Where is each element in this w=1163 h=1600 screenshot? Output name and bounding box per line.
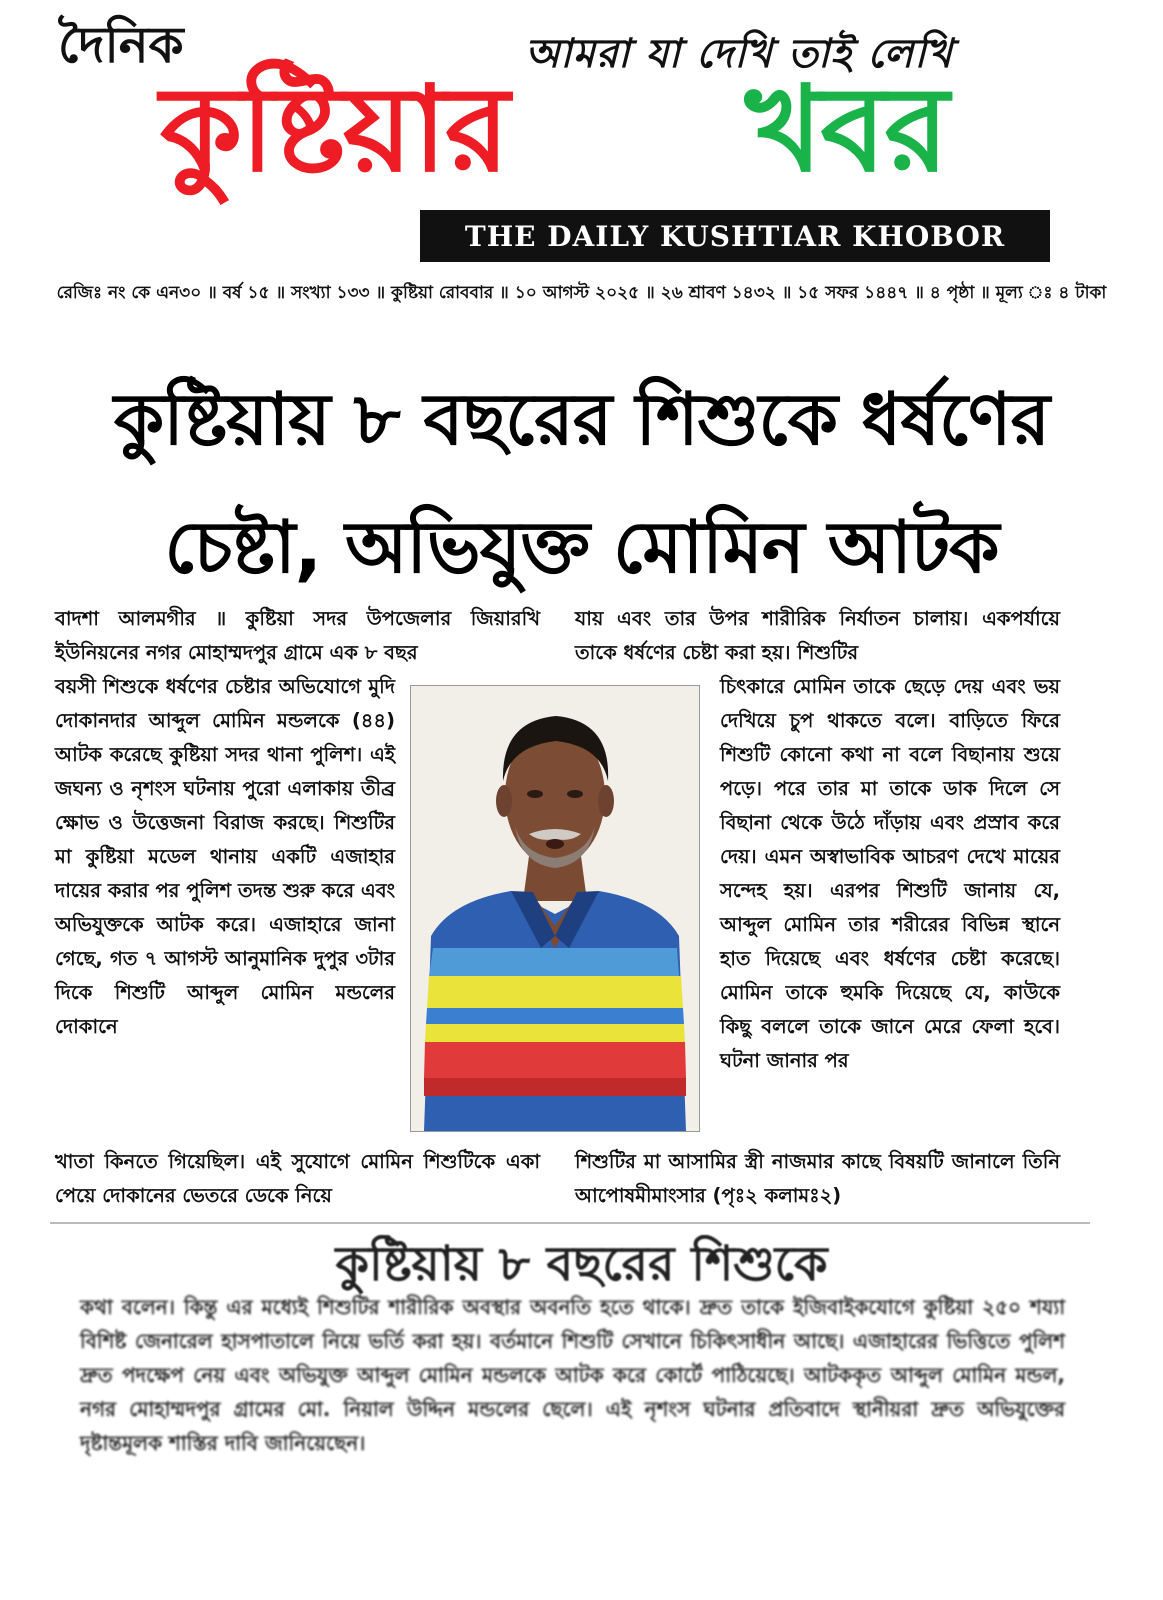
masthead-name-red: কুষ্টিয়ার: [160, 60, 508, 198]
article-text-left-bot: খাতা কিনতে গিয়েছিল। এই সুযোগে মোমিন শিশুটিকে একা পেয়ে দোকানের ভেতরে ডেকে নিয়ে: [55, 1150, 540, 1207]
person-portrait-illustration: [411, 686, 699, 1131]
continuation-text: কথা বলেন। কিন্তু এর মধ্যেই শিশুটির শারীরিক অবস্থার অবনতি হতে থাকে। দ্রুত তাকে ইজিবাইকযোগে কুষ্টিয়া ২৫০ শয্যা বিশিষ্ট জেনারেল হাসপাতালে নিয়ে ভর্তি করা হয়। বর্তমানে শিশুটি সেখানে চিকিৎসাধীন আছে। এজাহারের ভিত্তিতে পুলিশ দ্রুত পদক্ষেপ নেয় এবং অভিযুক্ত আব্দুল মোমিন মন্ডলকে আটক করে কোর্টে পাঠিয়েছে। আটককৃত আব্দুল মোমিন মন্ডল, নগর মোহাম্মদপুর গ্রামের মো. নিয়াল উদ্দিন মন্ডলের ছেলে। এই নৃশংস ঘটনার প্রতিবাদে স্থানীয়রা দ্রুত অভিযুক্তের দৃষ্টান্তমূলক শাস্তির দাবি জানিয়েছেন।: [80, 1295, 1065, 1455]
section-divider: [50, 1222, 1090, 1224]
article-text-right-bot: শিশুটির মা আসামির স্ত্রী নাজমার কাছে বিষয়টি জানালে তিনি আপোষমীমাংসার (পৃঃ২ কলামঃ২): [575, 1150, 1060, 1207]
masthead-english-name: THE DAILY KUSHTIAR KHOBOR: [420, 210, 1050, 262]
newspaper-masthead: [0, 0, 1163, 290]
article-text-right-top: যায় এবং তার উপর শারীরিক নির্যাতন চালায়। একপর্যায়ে তাকে ধর্ষণের চেষ্টা করা হয়। শিশুটির: [575, 607, 1060, 664]
article-text-left-top: বাদশা আলমগীর ॥ কুষ্টিয়া সদর উপজেলার জিয়ারখি ইউনিয়নের নগর মোহাম্মদপুর গ্রামে এক ৮ বছর: [55, 607, 540, 664]
accused-photo: [410, 685, 700, 1132]
article-text-left-mid: বয়সী শিশুকে ধর্ষণের চেষ্টার অভিযোগে মুদি দোকানদার আব্দুল মোমিন মন্ডলকে (৪৪) আটক করেছে কুষ্টিয়া সদর থানা পুলিশ। এই জঘন্য ও নৃশংস ঘটনায় পুরো এলাকায় তীব্র ক্ষোভ ও উত্তেজনা বিরাজ করছে। শিশুটির মা কুষ্টিয়া মডেল থানায় একটি এজাহার দায়ের করার পর পুলিশ তদন্ত শুরু করে এবং অভিযুক্তকে আটক করে। এজাহারে জানা গেছে, গত ৭ আগস্ট আনুমানিক দুপুর ৩টার দিকে শিশুটি আব্দুল মোমিন মন্ডলের দোকানে: [55, 675, 395, 1038]
issue-info-line: রেজিঃ নং কে এন৩০ ॥ বর্ষ ১৫ ॥ সংখ্যা ১৩৩ ॥ কুষ্টিয়া রোববার ॥ ১০ আগস্ট ২০২৫ ॥ ২৬ শ্রাবণ ১৪৩২ ॥ ১৫ সফর ১৪৪৭ ॥ ৪ পৃষ্ঠা ॥ মূল্য ঃ ৪ টাকা: [56, 283, 1107, 303]
article-headline: [40, 355, 1123, 611]
article-text-right-mid: চিৎকারে মোমিন তাকে ছেড়ে দেয় এবং ভয় দেখিয়ে চুপ থাকতে বলে। বাড়িতে ফিরে শিশুটি কোনো কথা না বলে বিছানায় শুয়ে পড়ে। পরে তার মা তাকে ডাক দিলে সে বিছানা থেকে উঠে দাঁড়ায় এবং প্রস্রাব করে দেয়। এমন অস্বাভাবিক আচরণ দেখে মায়ের সন্দেহ হয়। এরপর শিশুটি জানায় যে, আব্দুল মোমিন তার শরীরের বিভিন্ন স্থানে হাত দিয়েছে এবং ধর্ষণের চেষ্টা করেছে। মোমিন তাকে হুমকি দিয়েছে যে, কাউকে কিছু বললে তাকে জানে মেরে ফেলা হবে। ঘটনা জানার পর: [720, 675, 1060, 1072]
masthead-name-green: খবর: [745, 60, 948, 198]
continuation-headline: কুষ্টিয়ায় ৮ বছরের শিশুকে: [335, 1236, 828, 1292]
masthead-prefix: দৈনিক: [58, 15, 184, 74]
headline-line-1: কুষ্টিয়ায় ৮ বছরের শিশুকে ধর্ষণের: [113, 377, 1050, 461]
headline-line-2: চেষ্টা, অভিযুক্ত মোমিন আটক: [164, 505, 999, 589]
masthead-slogan: আমরা যা দেখি তাই লেখি: [525, 30, 953, 77]
